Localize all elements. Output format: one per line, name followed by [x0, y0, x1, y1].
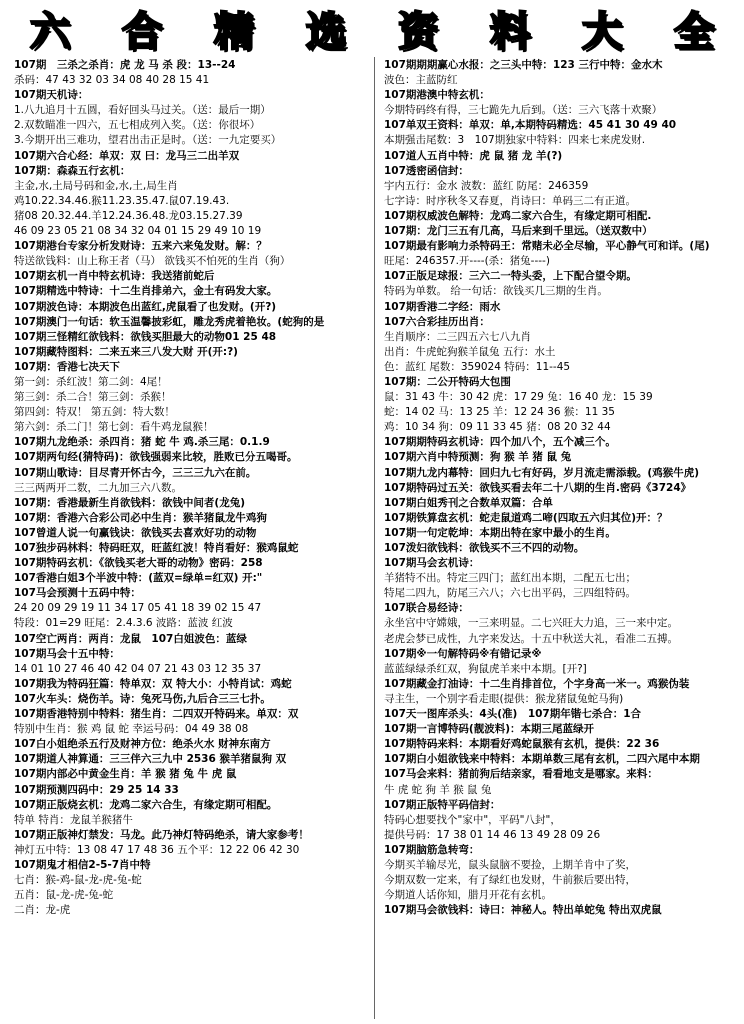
entry-text: 第六剑：杀二门！第七剑：看牛鸡龙鼠猴！ [14, 421, 214, 434]
entry-heading: 107期权威波色解特：龙鸡二家六合生，有缘定期可相配. [384, 209, 652, 222]
entry-text: 今期特码终有得，三七跪先九后到。（送：三六飞落十欢聚） [384, 104, 663, 117]
entry-heading: 107期道人神算通：三三伴六三九中 2536 猴羊猪鼠狗 双 [14, 753, 287, 766]
title-char: 六 [30, 7, 70, 55]
entry-heading: 107期港台专家分析发财诗：五来六来兔发财。解：？ [14, 240, 267, 253]
entry-heading: 107期脑筋急转弯： [384, 843, 480, 856]
entry-heading: 107正版足球报：三六二一特头委，上下配合望令期。 [384, 270, 637, 283]
entry-heading: 107独步码林料：特码旺双，旺蓝红波！特肖看好：猴鸡鼠蛇 [14, 542, 299, 554]
entry-heading: 107期正版烧玄机：龙鸡二家六合生，有缘定期可相配。 [14, 798, 278, 811]
entry-text: 提供号码：17 38 01 14 46 13 49 28 09 26 [384, 828, 601, 841]
entry-heading: 107期精选中特诗：十二生肖排弟六，金土有码发大家。 [14, 285, 278, 298]
entry-text: 蓝蓝绿绿杀红双，狗鼠虎羊来中本期。[开?] [384, 662, 587, 675]
entry-text: 宇内五行：金水 波数：蓝红 防尾：246359 [384, 179, 589, 192]
entry-text: 牛 虎 蛇 狗 羊 猴 鼠 兔 [384, 783, 492, 796]
entry-text: 鸡：10 34 狗：09 11 33 45 猪：08 20 32 44 [384, 421, 611, 434]
entry-heading: 107期天机诗： [14, 89, 89, 102]
entry-text: 蛇：14 02 马：13 25 羊：12 24 36 猴：11 35 [384, 406, 615, 419]
entry-heading: 107期期特码玄机诗：四个加八个，五个减三个。 [384, 436, 616, 449]
entry-heading: 107白小姐绝杀五行及财神方位：绝杀火水 财神东南方 [14, 738, 271, 751]
entry-heading: 107期预测四码中：29 25 14 33 [14, 783, 179, 796]
entry-text: 七肖：猴-鸡-鼠-龙-虎-兔-蛇 [14, 874, 142, 887]
entry-text: 46 09 23 05 21 08 34 32 04 01 15 29 49 10 19 [14, 225, 262, 238]
entry-text: 第四剑：特双！ 第五剑：特大数！ [14, 406, 175, 419]
entry-heading: 107期：森森五行玄机： [14, 164, 131, 177]
entry-text: 七字诗：时序秋冬又春夏，肖诗曰：单码三二有正道。 [384, 194, 636, 207]
entry-text: 特码为单数。 给一句话：欲钱买几三期的生肖。 [384, 285, 608, 298]
entry-text: 特段：01=29 旺尾：2.4.3.6 波路：蓝波 红波 [14, 617, 233, 630]
entry-heading: 107期正版神灯禁发：马龙。此乃神灯特码绝杀，请大家参考！ [14, 828, 309, 841]
entry-heading: 107期马会玄机诗： [384, 557, 480, 570]
entry-text: 特尾二四九，防尾三六八；六七出平码，三四组特码。 [384, 587, 636, 600]
entry-text: 色：蓝红 尾数：359024 特码：11--45 [384, 360, 571, 373]
entry-heading: 107期九龙绝杀：杀四肖：猪 蛇 牛 鸡.杀三尾：0.1.9 [14, 436, 270, 449]
entry-heading: 107泼妇欲钱料：欲钱买不三不四的动物。 [384, 542, 585, 554]
entry-text: 特单 特肖：龙鼠羊猴猪牛 [14, 813, 133, 826]
entry-text: 五肖：鼠-龙-虎-兔-蛇 [14, 889, 114, 902]
entry-heading: 107道人五肖中特：虎 鼠 猪 龙 羊(?) [384, 149, 563, 162]
entry-heading: 107期※一句解特码※有错记录※ [384, 647, 542, 660]
entry-heading: 107期藏特图料：二来五来三八发大财 开(开:?) [14, 345, 238, 358]
entry-text: 神灯五中特：13 08 47 17 48 36 五个平：12 22 06 42 30 [14, 843, 300, 856]
entry-text: 永坐宫中守嫦娥，一三来明显。二七兴旺大力追，三一来中定。 [384, 617, 678, 630]
entry-text: 二肖：龙-虎 [14, 904, 71, 917]
entry-heading: 107期两句经(猜特码)：欲钱强弱来比较，胜败已分五喝哥。 [14, 451, 298, 464]
entry-heading: 107期 三杀之杀肖：虎 龙 马 杀 段：13--24 [14, 59, 236, 71]
entry-text: 本期强击尾数：3 107期独家中特料：四来七来虎发财. [384, 134, 646, 147]
entry-heading: 107期山歌诗：目尽青开怀古今，三三三九六在前。 [14, 466, 257, 479]
entry-text: 旺尾：246357.开----(杀：猪兔----) [384, 255, 550, 268]
entry-text: 今期道人话你知，腊月开花有玄机。 [384, 889, 552, 902]
entry-text: 2.双数瞄准一四六，五七相成列入奖。（送：你很坏） [14, 119, 261, 132]
page-title [0, 0, 744, 56]
entry-heading: 107透密函信封： [384, 164, 469, 177]
entry-heading: 107期正版特平码信封： [384, 798, 501, 811]
entry-heading: 107马会来料：猪前狗后结亲家，看看地支是哪家。来料： [384, 768, 658, 781]
entry-text: 特码心想要找个"家中"，平码"八封"， [384, 813, 561, 826]
entry-heading: 107单双王资料：单双：单,本期特码精选：45 41 30 49 40 [384, 119, 677, 132]
entry-heading: 107期九龙内幕特：回归九七有好码，岁月流走需添载。(鸡猴牛虎) [384, 466, 700, 479]
title-char: 料 [490, 7, 530, 55]
entry-text: 第一剑：杀红波！第二剑：4尾！ [14, 375, 168, 388]
entry-heading: 107期：香港六合彩公司必中生肖：猴羊猪鼠龙牛鸡狗 [14, 511, 267, 524]
entry-heading: 107期六肖中特预测：狗 猴 羊 猪 鼠 兔 [384, 451, 572, 464]
entry-text: 出肖：牛虎蛇狗猴羊鼠兔 五行：水土 [384, 345, 556, 358]
entry-heading: 107期鬼才相信2-5-7肖中特 [14, 858, 151, 871]
title-char: 大 [582, 7, 622, 55]
entry-heading: 107六合彩挂历出肖： [384, 315, 490, 328]
entry-heading: 107期马会十五中特： [14, 647, 120, 660]
entry-text: 鼠：31 43 牛：30 42 虎：17 29 兔：16 40 龙：15 39 [384, 391, 653, 404]
entry-heading: 107空亡两肖：两肖：龙鼠 107白姐波色：蓝绿 [14, 632, 247, 645]
title-char: 选 [306, 7, 346, 55]
entry-heading: 107期澳门一句话：软玉温馨披彩虹，雕龙秀虎着艳妆。(蛇狗的是 [14, 315, 325, 328]
title-char: 资 [398, 7, 438, 55]
entry-heading: 107期：二公开特码大包围 [384, 375, 511, 388]
entry-text: 鸡10.22.34.46.猴11.23.35.47.鼠07.19.43. [14, 194, 230, 207]
entry-text: 14 01 10 27 46 40 42 04 07 21 43 03 12 35 37 [14, 662, 262, 675]
entry-heading: 107曾道人说一句赢钱诀：欲钱买去喜欢好功的动物 [14, 526, 257, 539]
entry-text: 老虎会梦已成性，九字来发达。十五中秋送大礼，看准二五搏。 [384, 632, 678, 645]
entry-heading: 107期期期赢心水报：之三头中特：123 三行中特：金水木 [384, 59, 663, 71]
entry-heading: 107期内部必中黄金生肖：羊 猴 猪 兔 牛 虎 鼠 [14, 768, 237, 781]
entry-text: 生肖顺序：二三四五六七八九肖 [384, 330, 531, 343]
entry-heading: 107期：香港七决天下 [14, 360, 120, 373]
entry-text: 羊猪特不出。特定三四门；蓝红出本期，二配五七出； [384, 572, 636, 585]
title-char: 全 [674, 7, 714, 55]
entry-heading: 107天一图库杀头：4头(准) 107期年锴七杀合：1合 [384, 708, 642, 721]
entry-heading: 107香港白姐3个半波中特：(蓝双=绿单=红双) 开:" [14, 572, 263, 585]
entry-text: 特送欲钱料：山上称王者（马） 欲钱买不怕死的生肖（狗） [14, 255, 291, 268]
column-divider [374, 57, 375, 1019]
entry-heading: 107期藏金打油诗：十二生肖排首位，个字身高一米一。鸡猴伪装 [384, 677, 690, 690]
entry-text: 特别中生肖：猴 鸡 鼠 蛇 幸运号码：04 49 38 08 [14, 723, 249, 736]
entry-heading: 107期：香港最新生肖欲钱料：欲钱中间者(龙兔) [14, 496, 246, 509]
entry-heading: 107马会预测十五码中特： [14, 587, 141, 600]
entry-heading: 107期：龙门三五有几高，马后来到千里远。（送双数中） [384, 225, 653, 238]
entry-heading: 107期香港二字经：雨水 [384, 300, 501, 313]
entry-heading: 107联合易经诗： [384, 602, 469, 615]
entry-heading: 107期玄机一肖中特玄机诗：我送猪前蛇后 [14, 270, 215, 283]
entry-heading: 107期六合心经：单双：双 曰：龙马三二出羊双 [14, 149, 240, 162]
entry-heading: 107期白小姐欲钱来中特料：本期单数三尾有玄机，二四六尾中本期 [384, 753, 700, 766]
entry-heading: 107期香港特别中特料：猪生肖：二四双开特码来。单双：双 [14, 708, 299, 721]
entry-heading: 107期波色诗：本期波色出蓝红,虎鼠看了也发财。(开?) [14, 300, 277, 313]
entry-text: 1.八九追月十五圆，看好回头马过关。（送：最后一期） [14, 104, 271, 117]
entry-text: 今期买羊输尽光，鼠头鼠脑不要捡，上期羊肯中了奖， [384, 858, 636, 871]
entry-heading: 107期铁算盘玄机：蛇走鼠道鸡二啼(四取五六归其位)开：？ [384, 511, 668, 524]
entry-heading: 107期特码过五关：欲钱买看去年二十八期的生肖.密码《3724》 [384, 481, 692, 494]
entry-text: 杀码：47 43 32 03 34 08 40 28 15 41 [14, 74, 210, 87]
entry-text: 今期双数一定来，有了绿红也发财，牛前猴后要出特， [384, 874, 636, 887]
title-char: 合 [122, 7, 162, 55]
entry-heading: 107期最有影响力杀特码王：常赌未必全尽输，平心静气可和详。(尾) [384, 240, 710, 253]
title-char: 精 [214, 7, 254, 55]
entry-heading: 107期马会欲钱料：诗曰：神秘人。特出单蛇兔 特出双虎鼠 [384, 904, 662, 917]
left-column [14, 58, 374, 918]
entry-heading: 107期一言博特码(靓波料)：本期三尾蓝绿开 [384, 723, 595, 736]
entry-heading: 107期一句定乾坤：本期出特在家中最小的生肖。 [384, 526, 616, 539]
entry-heading: 107期三怪精红欲钱料：欲钱买胆最大的动物01 25 48 [14, 330, 277, 343]
entry-heading: 107火车头：烧伤羊。诗：兔死马伤,九后合三三七扑。 [14, 692, 271, 705]
right-column [384, 58, 744, 918]
entry-text: 主金,水,土局号码和金,水,土,局生肖 [14, 179, 178, 192]
entry-text: 波色：主蓝防红 [384, 74, 458, 87]
entry-text: 第三剑：杀二合！第三剑：杀猴！ [14, 391, 172, 404]
entry-text: 寻主生，一个别字看走眼(提供：猴龙猪鼠兔蛇马狗) [384, 692, 624, 705]
entry-text: 3.今期开出三难功，望君出击正是时。（送：一九定要买） [14, 134, 282, 147]
entry-heading: 107期特码玄机：《欲钱买老大哥的动物》密码：258 [14, 557, 263, 570]
entry-heading: 107期白姐秀刊之合数单双篇：合单 [384, 496, 553, 509]
entry-text: 24 20 09 29 19 11 34 17 05 41 18 39 02 15 47 [14, 602, 262, 615]
entry-text: 三三两两开二数，二九加三六八数。 [14, 481, 182, 494]
entry-text: 猪08 20.32.44.羊12.24.36.48.龙03.15.27.39 [14, 209, 243, 222]
entry-heading: 107期港澳中特玄机： [384, 89, 490, 102]
entry-heading: 107期我为特码狂篇：特单双：双 特大小：小特肖试：鸡蛇 [14, 677, 292, 690]
entry-heading: 107期特码来料：本期看好鸡蛇鼠猴有玄机，提供：22 36 [384, 738, 660, 751]
